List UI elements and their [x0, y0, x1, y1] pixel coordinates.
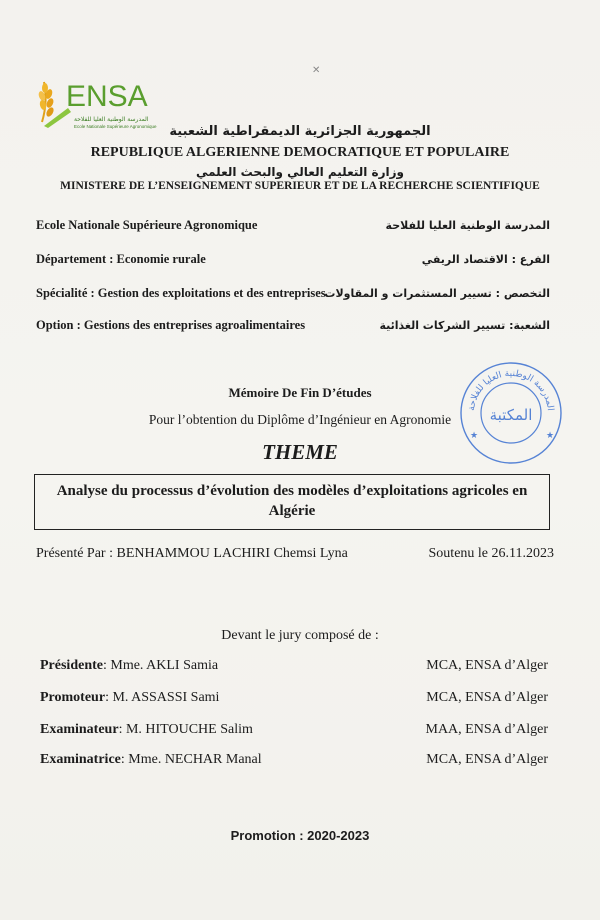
obtention-line: Pour l’obtention du Diplôme d’Ingénieur en Agronomie: [148, 412, 452, 427]
jury-name: : M. HITOUCHE Salim: [118, 722, 253, 737]
republic-ar: الجمهورية الجزائرية الديمقراطية الشعبية: [169, 124, 431, 139]
defense-date: Soutenu le 26.11.2023: [428, 546, 554, 561]
option-ar: الشعبة: تسيير الشركات الغذائية: [379, 319, 550, 332]
logo-subtitle-fr: Ecole Nationale Supérieure Agronomique: [74, 124, 157, 129]
jury-role: Promoteur: [40, 690, 106, 705]
jury-role: Examinateur: [40, 722, 119, 737]
thesis-title-box: [34, 474, 550, 530]
ministry-fr: MINISTERE DE L’ENSEIGNEMENT SUPERIEUR ET DE LA RECHERCHE SCIENTIFIQUE: [60, 180, 540, 192]
svg-text:★: ★: [546, 430, 555, 440]
logo-text: ENSA: [66, 80, 148, 113]
jury-name: : Mme. NECHAR Manal: [120, 752, 262, 767]
library-stamp-icon: [456, 358, 566, 468]
jury-affiliation: MCA, ENSA d’Alger: [426, 690, 548, 705]
ministry-ar: وزارة التعليم العالي والبحث العلمي: [195, 165, 405, 179]
jury-heading: Devant le jury composé de :: [221, 628, 379, 643]
department-fr: Département : Economie rurale: [36, 252, 206, 266]
thesis-title-line2: Algérie: [268, 503, 316, 519]
jury-role: Présidente: [40, 658, 103, 673]
jury-affiliation: MCA, ENSA d’Alger: [426, 752, 548, 767]
thesis-title-line1: Analyse du processus d’évolution des modèles d’exploitations agricoles en: [56, 483, 528, 499]
jury-role: Examinatrice: [40, 752, 121, 767]
specialty-ar: التخصص : تسيير المستثمرات و المقاولات: [324, 287, 550, 300]
svg-text:★: ★: [470, 430, 479, 440]
theme-label: THEME: [262, 440, 338, 464]
option-fr: Option : Gestions des entreprises agroalimentaires: [36, 318, 306, 332]
jury-name: : M. ASSASSI Sami: [105, 690, 220, 705]
school-fr: Ecole Nationale Supérieure Agronomique: [36, 218, 258, 232]
logo-subtitle-ar: المدرسة الوطنية العليا للفلاحة: [74, 116, 149, 123]
memoire-title: Mémoire De Fin D’études: [228, 385, 372, 400]
promotion: Promotion : 2020-2023: [230, 828, 370, 843]
jury-affiliation: MCA, ENSA d’Alger: [426, 658, 548, 673]
jury-name: : Mme. AKLI Samia: [102, 658, 219, 673]
specialty-fr: Spécialité : Gestion des exploitations et des entreprises: [36, 286, 326, 300]
jury-affiliation: MAA, ENSA d’Alger: [425, 722, 548, 737]
presented-by: Présenté Par : BENHAMMOU LACHIRI Chemsi Lyna: [36, 546, 348, 561]
svg-text:المكتبة: المكتبة: [489, 406, 533, 424]
department-ar: الفرع : الاقتصاد الريفي: [421, 253, 550, 266]
mark: ✕: [312, 65, 321, 76]
republic-fr: REPUBLIQUE ALGERIENNE DEMOCRATIQUE ET POPULAIRE: [90, 145, 510, 160]
svg-text:المدرسة الوطنية العليا للفلاحة: المدرسة الوطنية العليا للفلاحة: [467, 368, 555, 412]
school-ar: المدرسة الوطنية العليا للفلاحة: [385, 219, 550, 232]
